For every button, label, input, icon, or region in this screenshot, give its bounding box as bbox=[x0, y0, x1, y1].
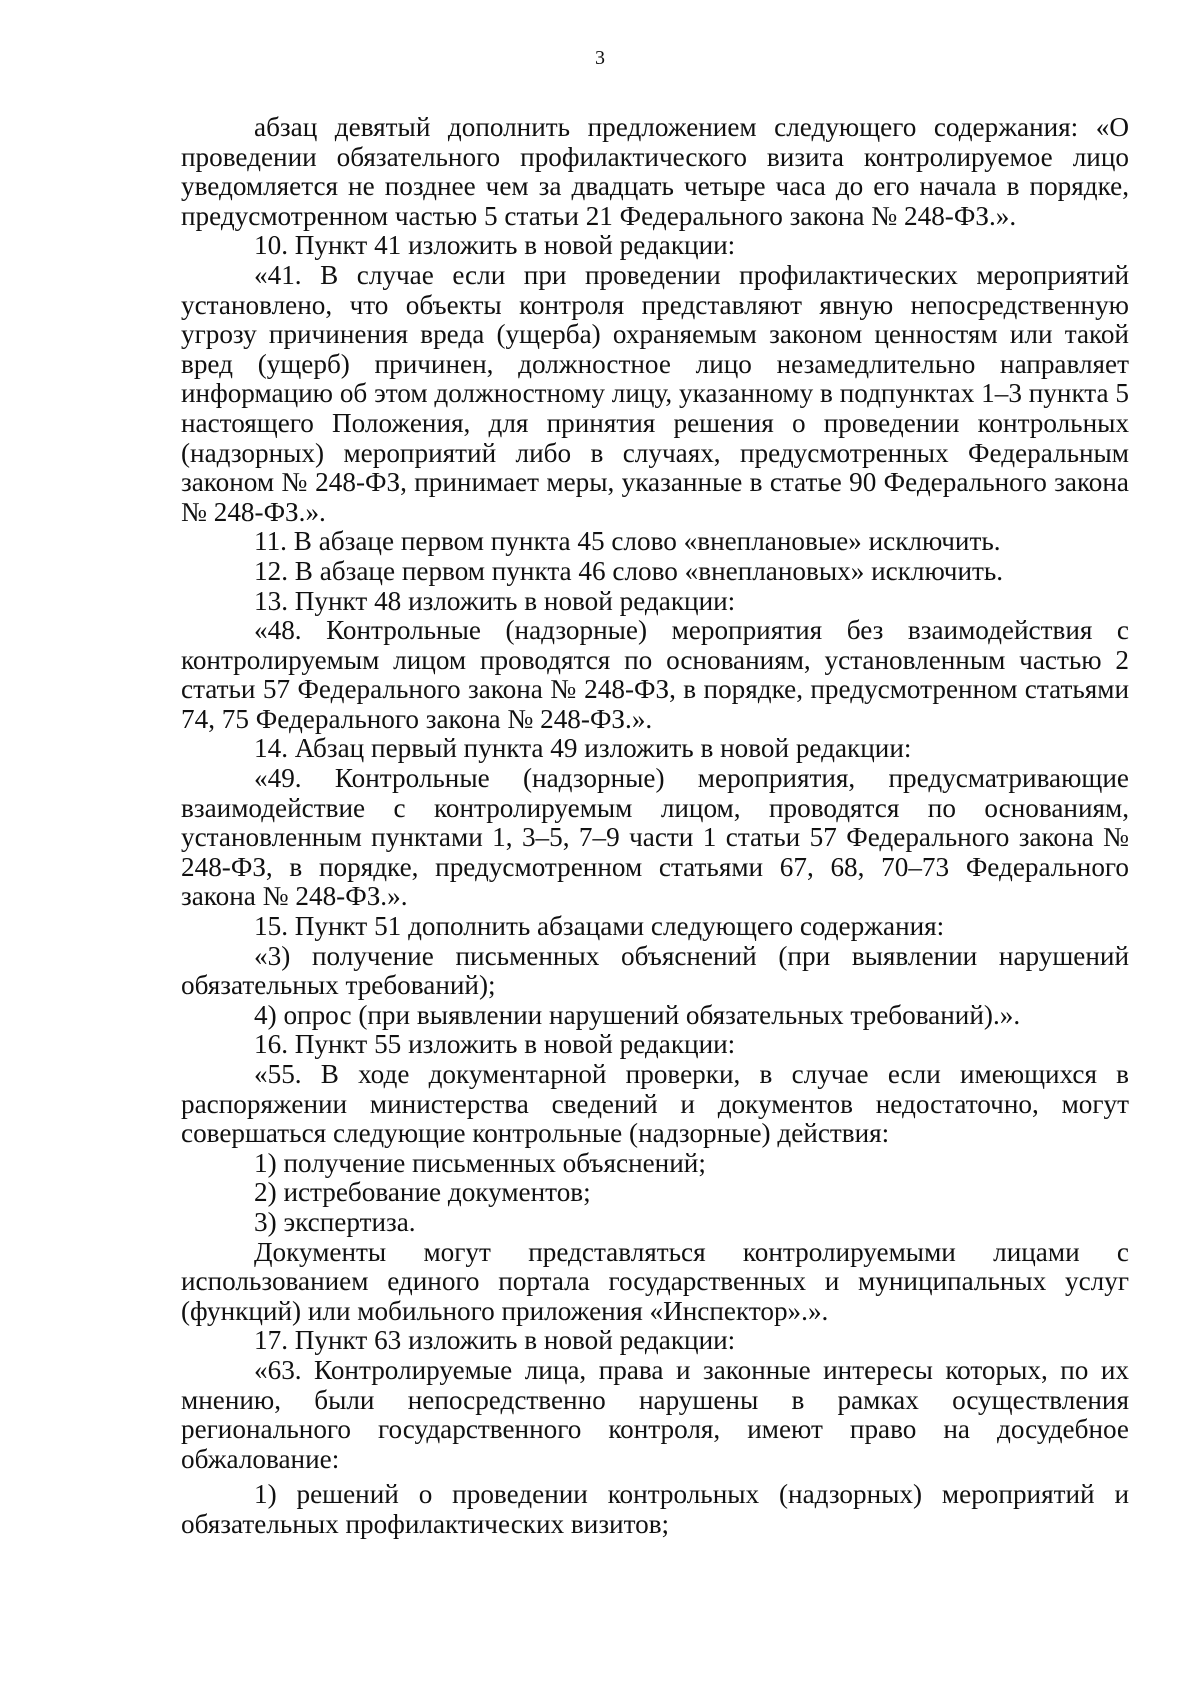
paragraph: 16. Пункт 55 изложить в новой редакции: bbox=[254, 1029, 736, 1060]
paragraph: 10. Пункт 41 изложить в новой редакции: bbox=[254, 230, 736, 261]
paragraph: 1) получение письменных объяснений; bbox=[254, 1147, 706, 1178]
paragraph: 14. Абзац первый пункта 49 изложить в новой редакции: bbox=[254, 733, 912, 764]
paragraph: 15. Пункт 51 дополнить абзацами следующего содержания: bbox=[254, 911, 945, 942]
paragraph: 17. Пункт 63 изложить в новой редакции: bbox=[254, 1325, 736, 1356]
page-number: 3 bbox=[595, 47, 605, 69]
paragraph: 3) экспертиза. bbox=[254, 1206, 416, 1237]
paragraph: «63. Контролируемые лица, права и законные интересы которых, по их мнению, были непосредственно нарушены в рамках осуществления регионального государственного контроля, имеют право на досудебное обжалование: bbox=[181, 1354, 1129, 1474]
paragraph: 4) опрос (при выявлении нарушений обязательных требований).». bbox=[254, 999, 1021, 1030]
paragraph: 11. В абзаце первом пункта 45 слово «внеплановые» исключить. bbox=[254, 526, 1001, 557]
paragraph: Документы могут представляться контролируемыми лицами с использованием единого портала государственных и муниципальных услуг (функций) или мобильного приложения «Инспектор».». bbox=[181, 1236, 1129, 1326]
paragraph: абзац девятый дополнить предложением следующего содержания: «О проведении обязательного профилактического визита контролируемое лицо уведомляется не позднее чем за двадцать четыре часа до его начала в порядке, предусмотренном частью 5 статьи 21 Федерального закона № 248-ФЗ.». bbox=[181, 112, 1129, 231]
paragraph: «41. В случае если при проведении профилактических мероприятий установлено, что объекты контроля представляют явную непосредственную угрозу причинения вреда (ущерба) охраняемым законом ценностям или такой вред (ущерб) причинен, должностное лицо незамедлительно направляет информацию об этом должностному лицу, указанному в подпунктах 1–3 пункта 5 настоящего Положения, для принятия решения о проведении контрольных (надзорных) мероприятий либо в случаях, предусмотренных Федеральным законом № 248-ФЗ, принимает меры, указанные в статье 90 Федерального закона № 248-ФЗ.». bbox=[181, 259, 1129, 527]
paragraph: «49. Контрольные (надзорные) мероприятия, предусматривающие взаимодействие с контролируемым лицом, проводятся по основаниям, установленным пунктами 1, 3–5, 7–9 части 1 статьи 57 Федерального закона № 248-ФЗ, в порядке, предусмотренном статьями 67, 68, 70–73 Федерального закона № 248-ФЗ.». bbox=[181, 763, 1129, 912]
paragraph: 1) решений о проведении контрольных (надзорных) мероприятий и обязательных профилактических визитов; bbox=[181, 1479, 1129, 1539]
paragraph: «55. В ходе документарной проверки, в случае если имеющихся в распоряжении министерства сведений и документов недостаточно, могут совершаться следующие контрольные (надзорные) действия: bbox=[181, 1059, 1129, 1149]
document-body bbox=[181, 113, 1129, 1540]
paragraph: «48. Контрольные (надзорные) мероприятия без взаимодействия с контролируемым лицом проводятся по основаниям, установленным частью 2 статьи 57 Федерального закона № 248-ФЗ, в порядке, предусмотренном статьями 74, 75 Федерального закона № 248-ФЗ.». bbox=[181, 615, 1129, 734]
paragraph: 2) истребование документов; bbox=[254, 1177, 591, 1208]
paragraph: 12. В абзаце первом пункта 46 слово «внеплановых» исключить. bbox=[254, 555, 1004, 586]
paragraph: «3) получение письменных объяснений (при выявлении нарушений обязательных требований); bbox=[181, 940, 1129, 1001]
paragraph: 13. Пункт 48 изложить в новой редакции: bbox=[254, 585, 736, 616]
